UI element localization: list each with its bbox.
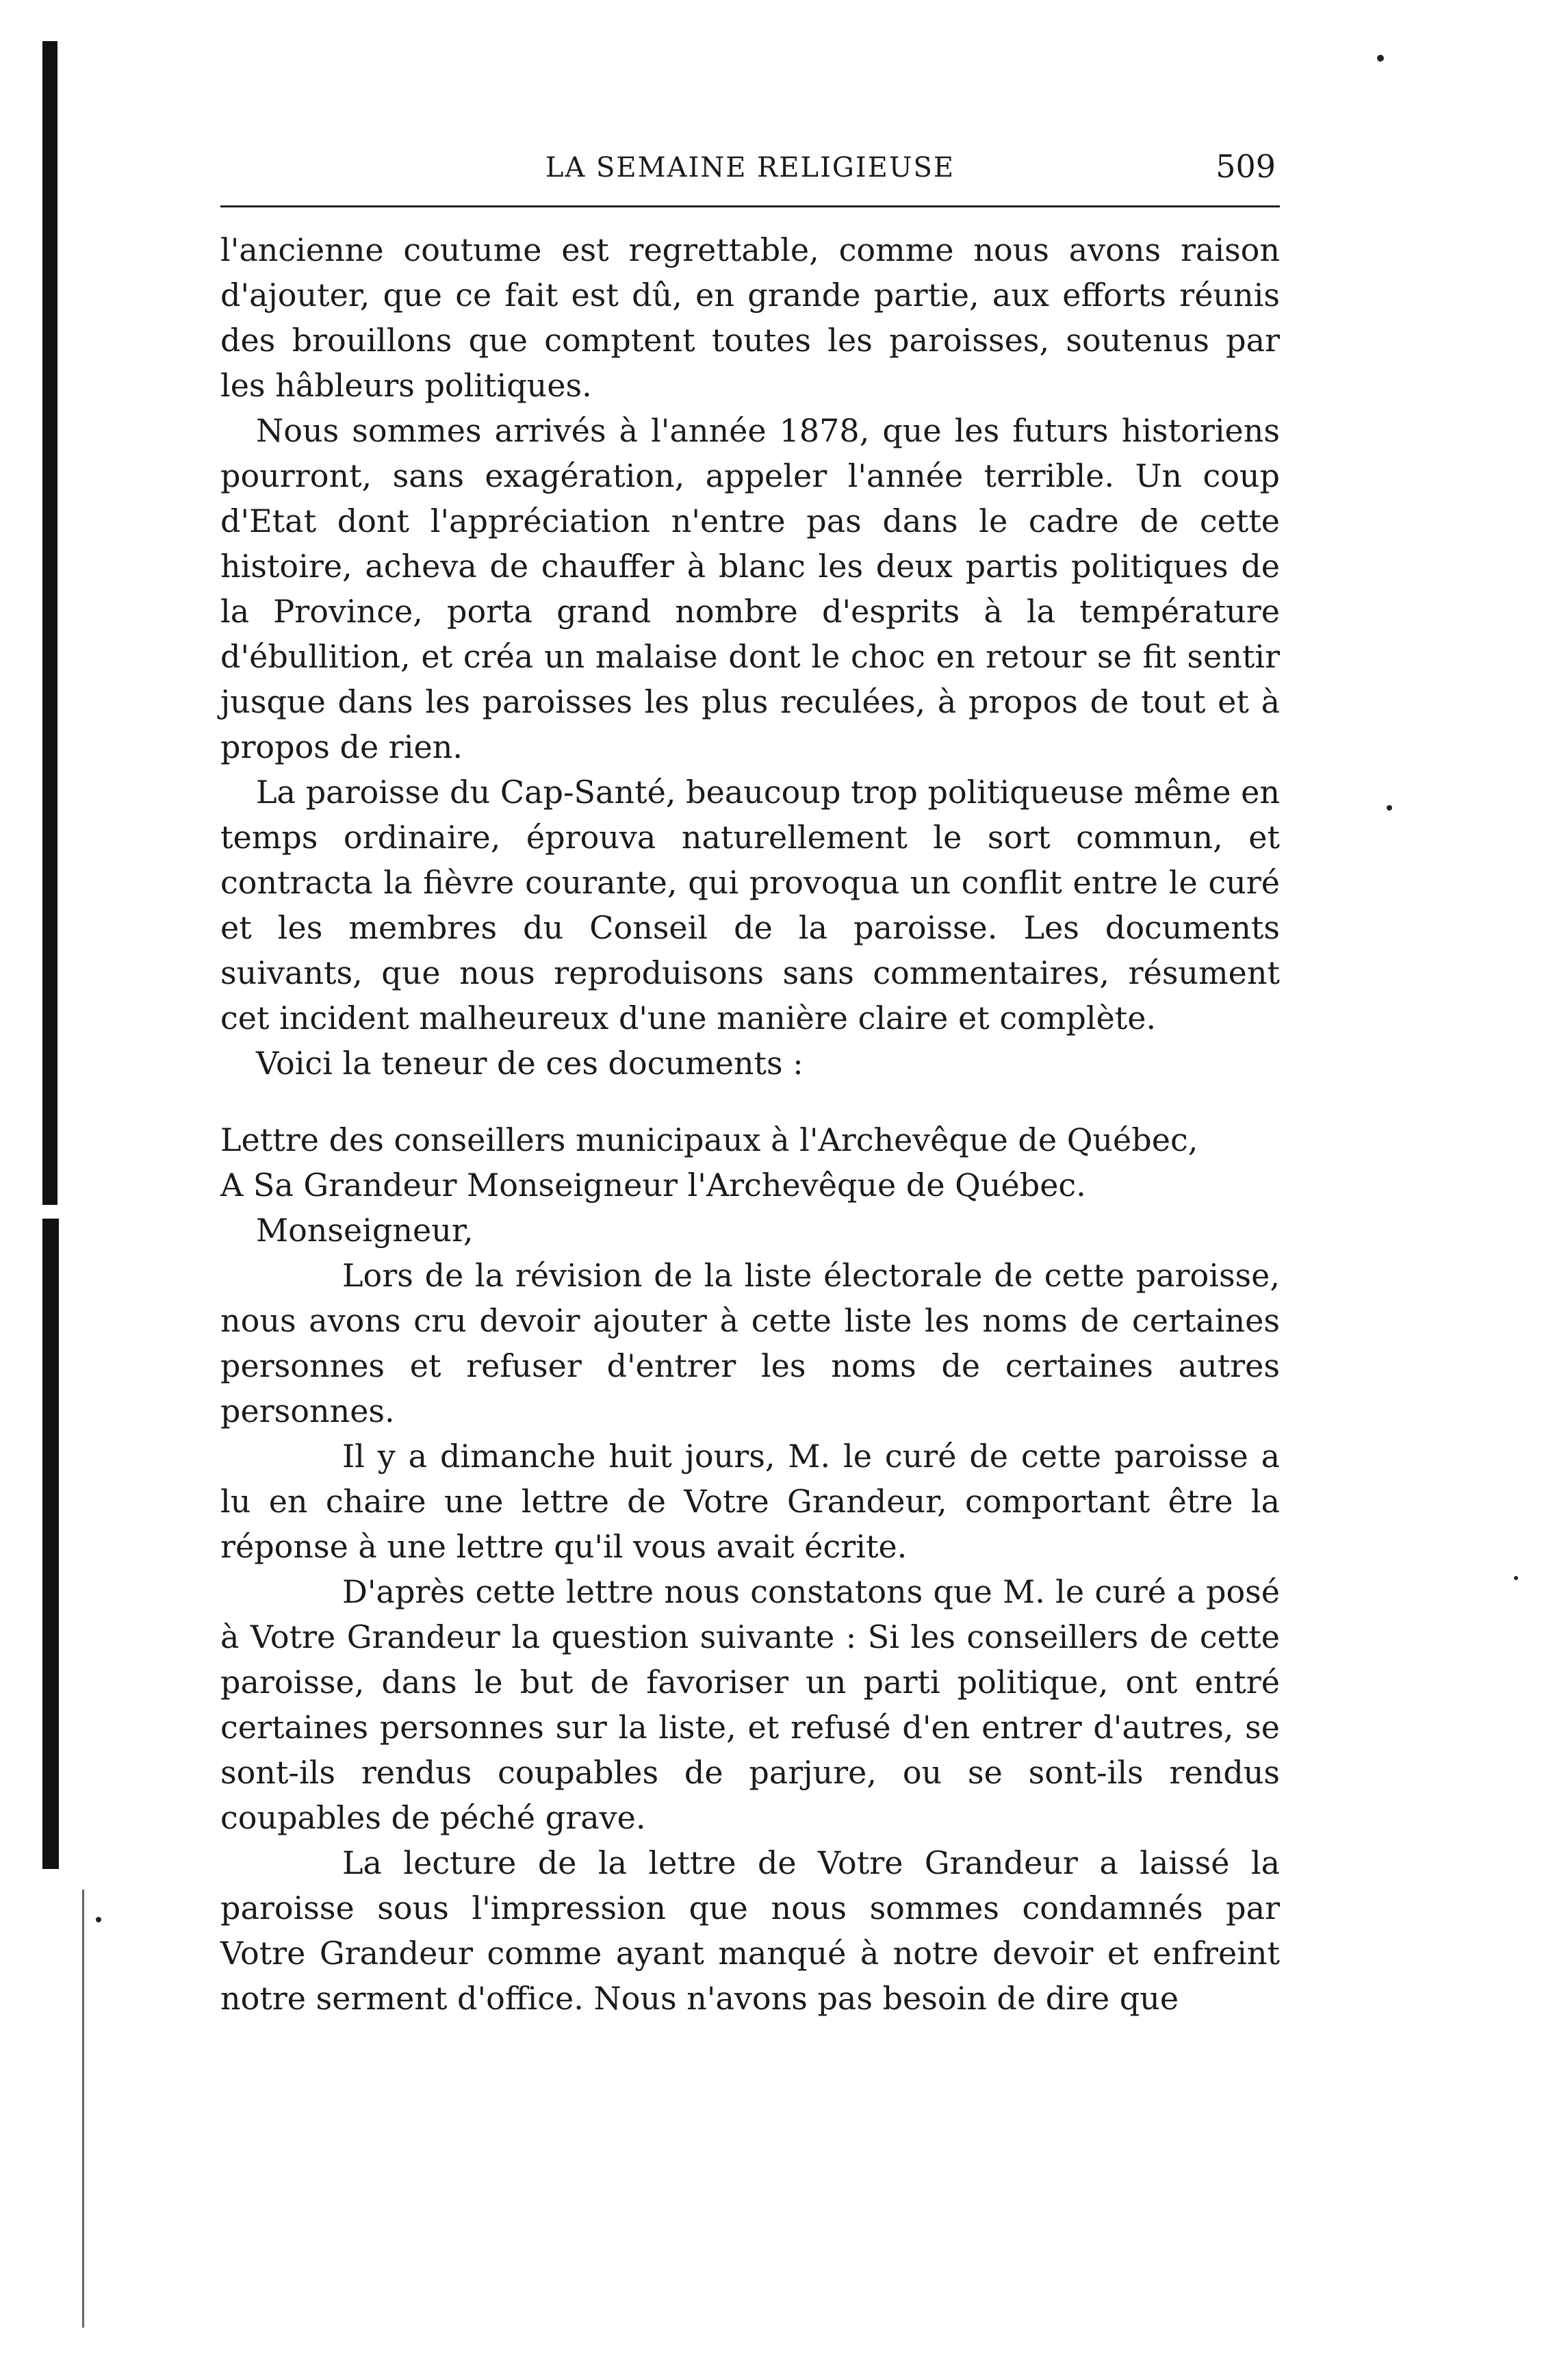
letter-address: A Sa Grandeur Monseigneur l'Archevêque de Québec. xyxy=(220,1167,1086,1204)
section-gap xyxy=(220,1086,1280,1117)
binding-shadow-lower xyxy=(42,1219,59,1869)
letter-paragraph-question: D'après cette lettre nous constatons que M. le curé a posé à Votre Grandeur la question suivante : Si les conseillers de cette paroisse, dans le but de favoriser un parti politique, ont entré certaines personnes sur la liste, et refusé d'en entrer d'autres, se sont-ils rendus coupables de parjure, ou se sont-ils rendus coupables de péché grave. xyxy=(220,1573,1280,1836)
page-speck xyxy=(1377,55,1384,62)
page-speck xyxy=(1514,1576,1518,1580)
paragraph-year-1878: Nous sommes arrivés à l'année 1878, que les futurs historiens pourront, sans exagération, appeler l'année terrible. Un coup d'Etat dont l'appréciation n'entre pas dans le cadre de cette histoire, acheva de chauffer à blanc les deux partis politiques de la Province, porta grand nombre d'esprits à la température d'ébullition, et créa un malaise dont le choc en retour se fit sentir jusque dans les paroisses les plus reculées, à propos de tout et à propos de rien. xyxy=(220,412,1280,765)
body-text xyxy=(220,227,1280,2021)
letter-paragraph-reading: La lecture de la lettre de Votre Grandeur a laissé la paroisse sous l'impression que nous sommes condamnés par Votre Grandeur comme ayant manqué à notre devoir et enfreint notre serment d'office. Nous n'avons pas besoin de dire que xyxy=(220,1844,1280,2017)
letter-paragraph-sunday: Il y a dimanche huit jours, M. le curé de cette paroisse a lu en chaire une lettre de Votre Grandeur, comportant être la réponse à une lettre qu'il vous avait écrite. xyxy=(220,1438,1280,1565)
paragraph-continuation: l'ancienne coutume est regrettable, comme nous avons raison d'ajouter, que ce fait est dû, en grande partie, aux efforts réunis des brouillons que comptent toutes les paroisses, soutenus par les hâbleurs politiques. xyxy=(220,231,1280,404)
paragraph-documents-intro: Voici la teneur de ces documents : xyxy=(256,1045,804,1082)
book-page xyxy=(220,134,1280,2017)
header-rule xyxy=(220,205,1280,207)
binding-edge-line xyxy=(82,1890,84,2328)
letter-heading: Lettre des conseillers municipaux à l'Archevêque de Québec, xyxy=(220,1121,1198,1158)
binding-shadow-upper xyxy=(42,41,57,1205)
running-header xyxy=(220,134,1280,200)
page-number: 509 xyxy=(1216,148,1276,185)
paragraph-cap-sante: La paroisse du Cap-Santé, beaucoup trop politiqueuse même en temps ordinaire, éprouva naturellement le sort commun, et contracta la fièvre courante, qui provoqua un conflit entre le curé et les membres du Conseil de la paroisse. Les documents suivants, que nous reproduisons sans commentaires, résument cet incident malheureux d'une manière claire et complète. xyxy=(220,774,1280,1036)
running-title: LA SEMAINE RELIGIEUSE xyxy=(545,152,955,183)
page-speck xyxy=(1387,805,1392,811)
letter-paragraph-revision: Lors de la révision de la liste électorale de cette paroisse, nous avons cru devoir ajouter à cette liste les noms de certaines personnes et refuser d'entrer les noms de certaines autres personnes. xyxy=(220,1257,1280,1429)
page-speck xyxy=(96,1917,101,1922)
letter-salutation: Monseigneur, xyxy=(256,1212,474,1249)
